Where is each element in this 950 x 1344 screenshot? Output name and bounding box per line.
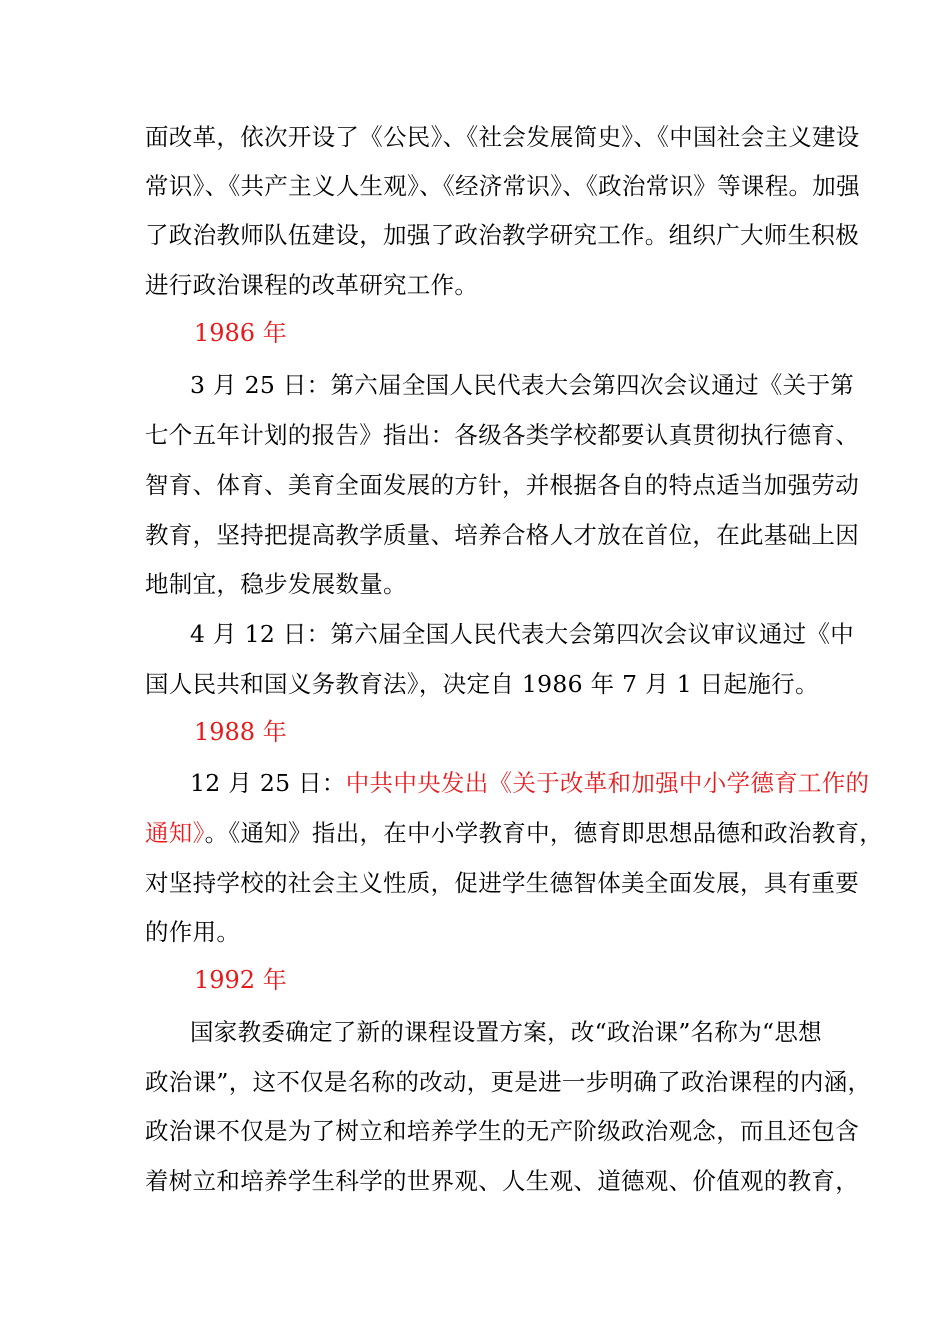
p1988-line-2-rest: 。《通知》指出，在中小学教育中，德育即思想品德和政治教育， (204, 819, 884, 847)
p1986-1-line-5: 地制宜，稳步发展数量。 (145, 570, 407, 598)
intro-line-2: 常识》、《共产主义人生观》、《经济常识》、《政治常识》等课程。加强 (145, 172, 860, 200)
p1986-1-line-4: 教育，坚持把提高教学质量、培养合格人才放在首位，在此基础上因 (145, 521, 859, 549)
year-heading-1988: 1988 年 (194, 718, 287, 746)
p1992-line-4: 着树立和培养学生科学的世界观、人生观、道德观、价值观的教育， (145, 1167, 859, 1195)
year-heading-1986: 1986 年 (194, 319, 287, 347)
p1992-line-2: 政治课”，这不仅是名称的改动，更是进一步明确了政治课程的内涵， (145, 1068, 872, 1096)
p1986-1-line-3: 智育、体育、美育全面发展的方针，并根据各自的特点适当加强劳动 (145, 471, 859, 499)
p1988-highlight-part-1: 中共中央发出《关于改革和加强中小学德育工作的 (345, 769, 870, 797)
p1988-line-3: 对坚持学校的社会主义性质，促进学生德智体美全面发展，具有重要 (145, 869, 859, 897)
p1986-2-line-2: 国人民共和国义务教育法》，决定自 1986 年 7 月 1 日起施行。 (145, 670, 819, 698)
intro-line-4: 进行政治课程的改革研究工作。 (145, 271, 479, 299)
p1986-2-line-1: 4 月 12 日：第六届全国人民代表大会第四次会议审议通过《中 (190, 620, 855, 648)
p1988-highlight-part-2: 通知》 (145, 819, 205, 847)
intro-line-1: 面改革，依次开设了《公民》、《社会发展简史》、《中国社会主义建设 (145, 123, 860, 151)
intro-line-3: 了政治教师队伍建设，加强了政治教学研究工作。组织广大师生积极 (145, 221, 859, 249)
p1992-line-3: 政治课不仅是为了树立和培养学生的无产阶级政治观念，而且还包含 (145, 1117, 859, 1145)
p1988-line-4: 的作用。 (145, 918, 241, 946)
p1988-line-1 (190, 768, 869, 798)
p1992-line-1: 国家教委确定了新的课程设置方案，改“政治课”名称为“思想 (190, 1018, 822, 1046)
p1986-1-line-1: 3 月 25 日：第六届全国人民代表大会第四次会议通过《关于第 (190, 371, 855, 399)
p1986-1-line-2: 七个五年计划的报告》指出：各级各类学校都要认真贯彻执行德育、 (145, 421, 859, 449)
p1988-date: 12 月 25 日： (190, 769, 346, 797)
year-heading-1992: 1992 年 (194, 966, 287, 994)
p1988-line-2 (145, 818, 883, 848)
